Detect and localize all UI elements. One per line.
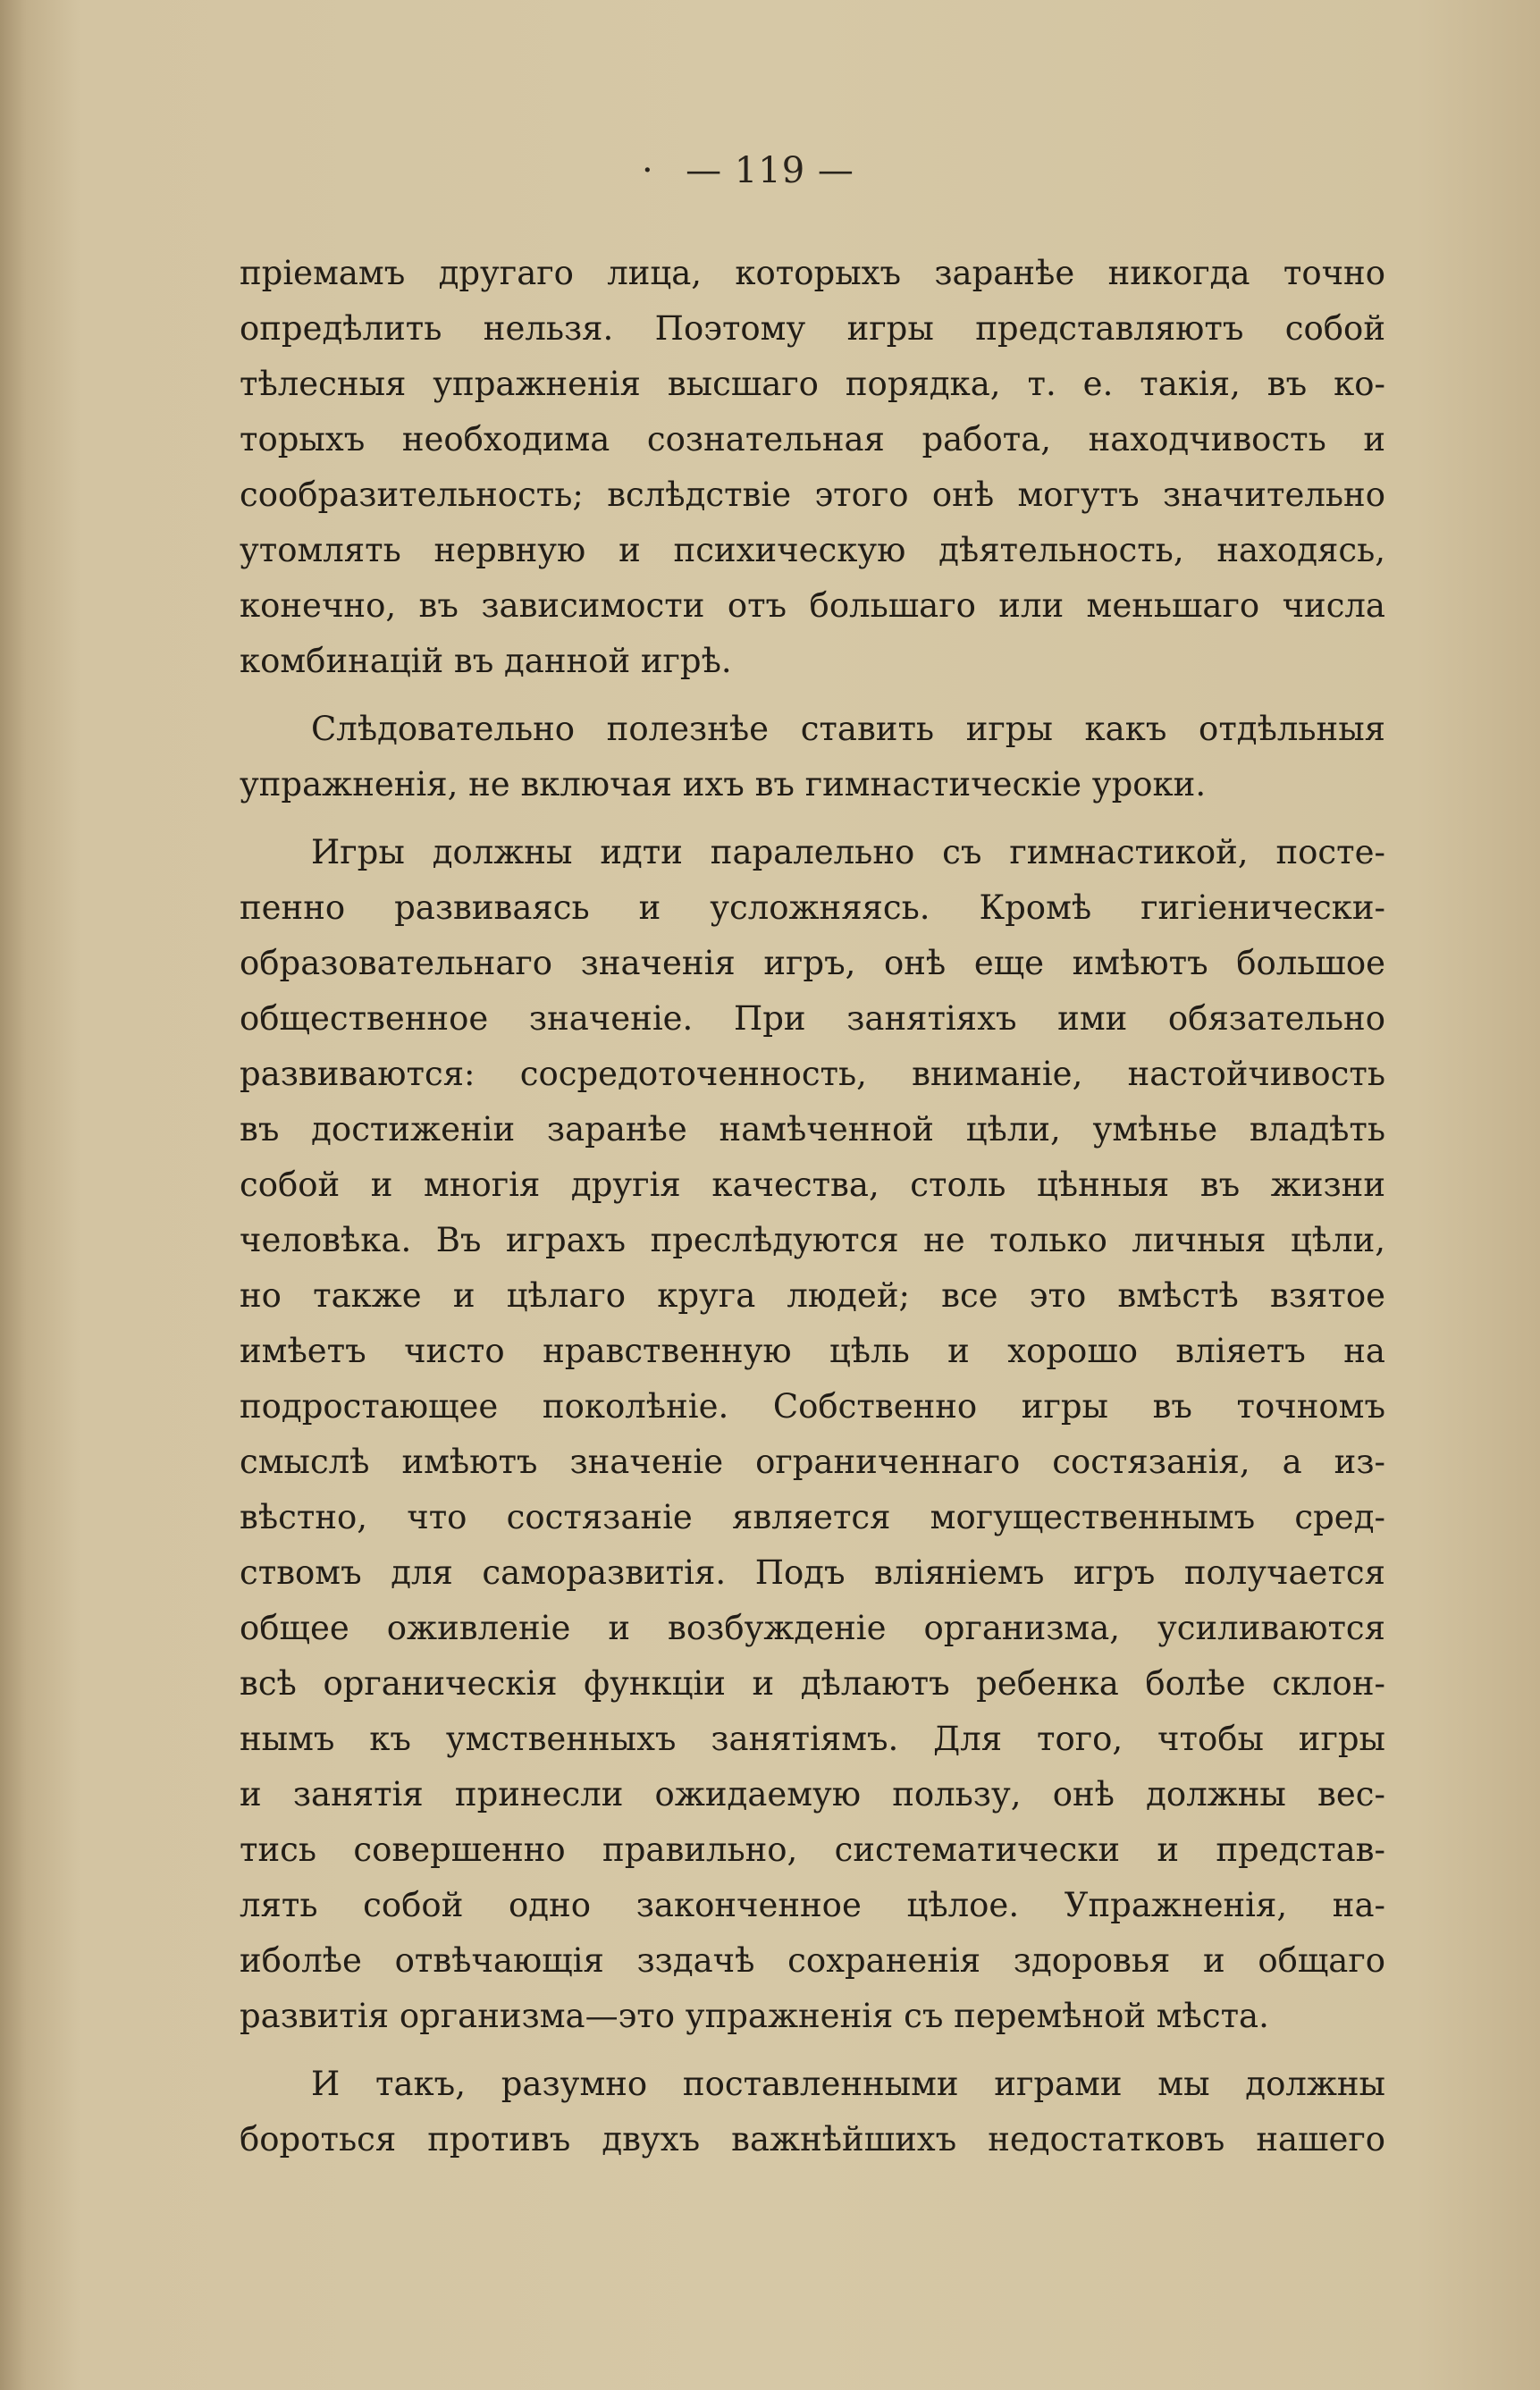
text-line: опредѣлить нельзя. Поэтому игры представляютъ собой (240, 309, 1385, 348)
paragraph (240, 825, 1385, 2044)
text-line: тѣлесныя упражненія высшаго порядка, т. е. такія, въ ко- (240, 365, 1385, 403)
text-line: Игры должны идти паралельно съ гимнастикой, посте- (311, 833, 1385, 871)
text-line: собой и многія другія качества, столь цѣнныя въ жизни (240, 1166, 1385, 1204)
text-line: общее оживленіе и возбужденіе организма, усиливаются (240, 1609, 1385, 1647)
body-text (240, 246, 1385, 2167)
text-line: вѣстно, что состязаніе является могущественнымъ сред- (240, 1498, 1385, 1536)
text-line: пенно развиваясь и усложняясь. Кромѣ гигіенически- (240, 888, 1385, 927)
text-line: смыслѣ имѣютъ значеніе ограниченнаго состязанія, а из- (240, 1443, 1385, 1481)
paragraph (240, 702, 1385, 812)
text-line: общественное значеніе. При занятіяхъ ими обязательно (240, 999, 1385, 1038)
text-line: имѣетъ чисто нравственную цѣль и хорошо вліяетъ на (240, 1332, 1385, 1370)
text-line: человѣка. Въ играхъ преслѣдуются не только личныя цѣли, (240, 1221, 1385, 1259)
text-line: тись совершенно правильно, систематически и представ- (240, 1830, 1385, 1869)
text-line: упражненія, не включая ихъ въ гимнастическіе уроки. (240, 765, 1207, 804)
text-line: комбинацій въ данной игрѣ. (240, 642, 732, 680)
text-line: сообразительность; вслѣдствіе этого онѣ могутъ значительно (240, 475, 1385, 514)
page-number-text: — 119 — (686, 150, 854, 191)
text-line: утомлять нервную и психическую дѣятельность, находясь, (240, 531, 1385, 569)
text-line: иболѣе отвѣчающія зздачѣ сохраненія здоровья и общаго (240, 1941, 1385, 1980)
paragraph (240, 2057, 1385, 2167)
text-line: образовательнаго значенія игръ, онѣ еще имѣютъ большое (240, 944, 1385, 982)
page-mark: · (642, 150, 654, 191)
text-line: пріемамъ другаго лица, которыхъ заранѣе никогда точно (240, 254, 1385, 292)
paragraph (240, 246, 1385, 689)
text-line: но также и цѣлаго круга людей; все это вмѣстѣ взятое (240, 1276, 1385, 1315)
text-line: всѣ органическія функціи и дѣлаютъ ребенка болѣе склон- (240, 1664, 1385, 1703)
text-line: И такъ, разумно поставленными играми мы должны (311, 2065, 1385, 2103)
text-line: развитія организма—это упражненія съ перемѣной мѣста. (240, 1997, 1269, 2035)
text-line: въ достиженіи заранѣе намѣченной цѣли, умѣнье владѣть (240, 1110, 1385, 1149)
text-line: ствомъ для саморазвитія. Подъ вліяніемъ игръ получается (240, 1553, 1385, 1592)
text-line: торыхъ необходима сознательная работа, находчивость и (240, 420, 1385, 459)
text-line: и занятія принесли ожидаемую пользу, онѣ должны вес- (240, 1775, 1385, 1814)
text-line: конечно, въ зависимости отъ большаго или меньшаго числа (240, 586, 1385, 625)
text-line: бороться противъ двухъ важнѣйшихъ недостатковъ нашего (240, 2120, 1385, 2159)
text-line: развиваются: сосредоточенность, вниманіе, настойчивость (240, 1055, 1385, 1093)
page-number (0, 150, 1540, 191)
text-line: Слѣдовательно полезнѣе ставить игры какъ отдѣльныя (311, 710, 1385, 748)
text-line: подростающее поколѣніе. Собственно игры въ точномъ (240, 1387, 1385, 1426)
text-line: лять собой одно законченное цѣлое. Упражненія, на- (240, 1886, 1385, 1924)
text-line: нымъ къ умственныхъ занятіямъ. Для того, чтобы игры (240, 1720, 1385, 1758)
